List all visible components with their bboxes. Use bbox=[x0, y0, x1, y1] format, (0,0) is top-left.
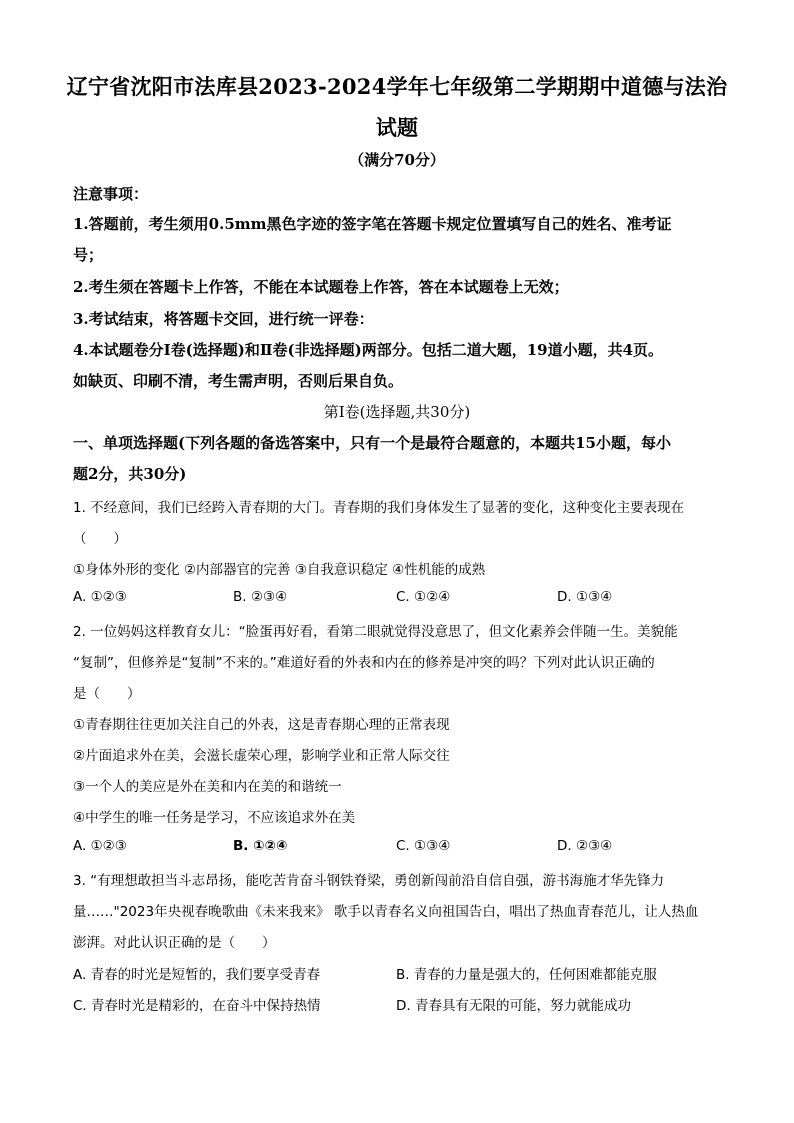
question-2-stem: 2. 一位妈妈这样教育女儿：“脸蛋再好看，看第二眼就觉得没意思了，但文化素养会伴随一生。美貌能 bbox=[73, 624, 678, 640]
q3-option-b: B. 青春的力量是强大的，任何困难都能克服 bbox=[396, 967, 657, 983]
question-1-stem: 1. 不经意间，我们已经跨入青春期的大门。青春期的我们身体发生了显著的变化，这种变化主要表现在 bbox=[73, 500, 685, 516]
question-2-statement: ④中学生的唯一任务是学习，不应该追求外在美 bbox=[73, 810, 356, 826]
note-item: 号； bbox=[73, 246, 104, 264]
question-3-stem: 3. “有理想敢担当斗志昂扬，能吃苦肯奋斗钢铁脊梁，勇创新闯前沿自信自强，游书海施才华先锋力 bbox=[73, 873, 665, 889]
q1-option-c: C. ①②④ bbox=[396, 589, 451, 605]
question-2-stem: 是（ ） bbox=[73, 686, 141, 702]
question-1-statements: ①身体外形的变化 ②内部器官的完善 ③自我意识稳定 ④性机能的成熟 bbox=[73, 562, 486, 578]
q2-option-b: B. ①②④ bbox=[233, 838, 288, 854]
q2-option-a: A. ①②③ bbox=[73, 838, 127, 854]
q3-option-d: D. 青春具有无限的可能，努力就能成功 bbox=[396, 998, 631, 1014]
q2-option-c: C. ①③④ bbox=[396, 838, 451, 854]
question-2-statement: ②片面追求外在美，会滋长虚荣心理，影响学业和正常人际交往 bbox=[73, 748, 450, 764]
part-heading: 题2分，共30分) bbox=[73, 465, 187, 483]
note-item: 2.考生须在答题卡上作答，不能在本试题卷上作答，答在本试题卷上无效； bbox=[73, 278, 569, 296]
question-2-statement: ③一个人的美应是外在美和内在美的和谐统一 bbox=[73, 779, 342, 795]
q2-option-d: D. ②③④ bbox=[557, 838, 613, 854]
note-item: 如缺页、印刷不清，考生需声明，否则后果自负。 bbox=[73, 372, 404, 390]
q1-option-b: B. ②③④ bbox=[233, 589, 288, 605]
full-score: （满分70分） bbox=[349, 151, 445, 169]
question-1-stem: （ ） bbox=[73, 531, 127, 547]
note-item: 4.本试题卷分Ⅰ卷(选择题)和Ⅱ卷(非选择题)两部分。包括二道大题，19道小题，共4页。 bbox=[73, 341, 664, 359]
question-2-statement: ①青春期往往更加关注自己的外表，这是青春期心理的正常表现 bbox=[73, 717, 450, 733]
question-3-stem: 量……"2023年央视春晚歌曲《未来我来》 歌手以青春名义向祖国告白，唱出了热血青春范儿，让人热血 bbox=[73, 904, 699, 920]
q1-option-a: A. ①②③ bbox=[73, 589, 127, 605]
note-item: 1.答题前，考生须用0.5mm黑色字迹的签字笔在答题卡规定位置填写自己的姓名、准考证 bbox=[73, 215, 672, 233]
q3-option-c: C. 青春时光是精彩的，在奋斗中保持热情 bbox=[73, 998, 321, 1014]
notes-heading: 注意事项： bbox=[73, 185, 149, 203]
question-3-stem: 澎湃。对此认识正确的是（ ） bbox=[73, 935, 276, 951]
part-heading: 一、单项选择题(下列各题的备选答案中，只有一个是最符合题意的，本题共15小题，每小 bbox=[73, 434, 671, 452]
q3-option-a: A. 青春的时光是短暂的，我们要享受青春 bbox=[73, 967, 321, 983]
note-item: 3.考试结束，将答题卡交回，进行统一评卷： bbox=[73, 310, 374, 328]
exam-title-line1: 辽宁省沈阳市法库县2023-2024学年七年级第二学期期中道德与法治 bbox=[66, 74, 728, 99]
question-2-stem: “复制”，但修养是“复制”不来的。”难道好看的外表和内在的修养是冲突的吗？下列对此认识正确的 bbox=[73, 655, 655, 671]
q1-option-d: D. ①③④ bbox=[557, 589, 613, 605]
section-title: 第Ⅰ卷(选择题,共30分) bbox=[323, 403, 471, 421]
exam-title-line2: 试题 bbox=[375, 115, 419, 140]
